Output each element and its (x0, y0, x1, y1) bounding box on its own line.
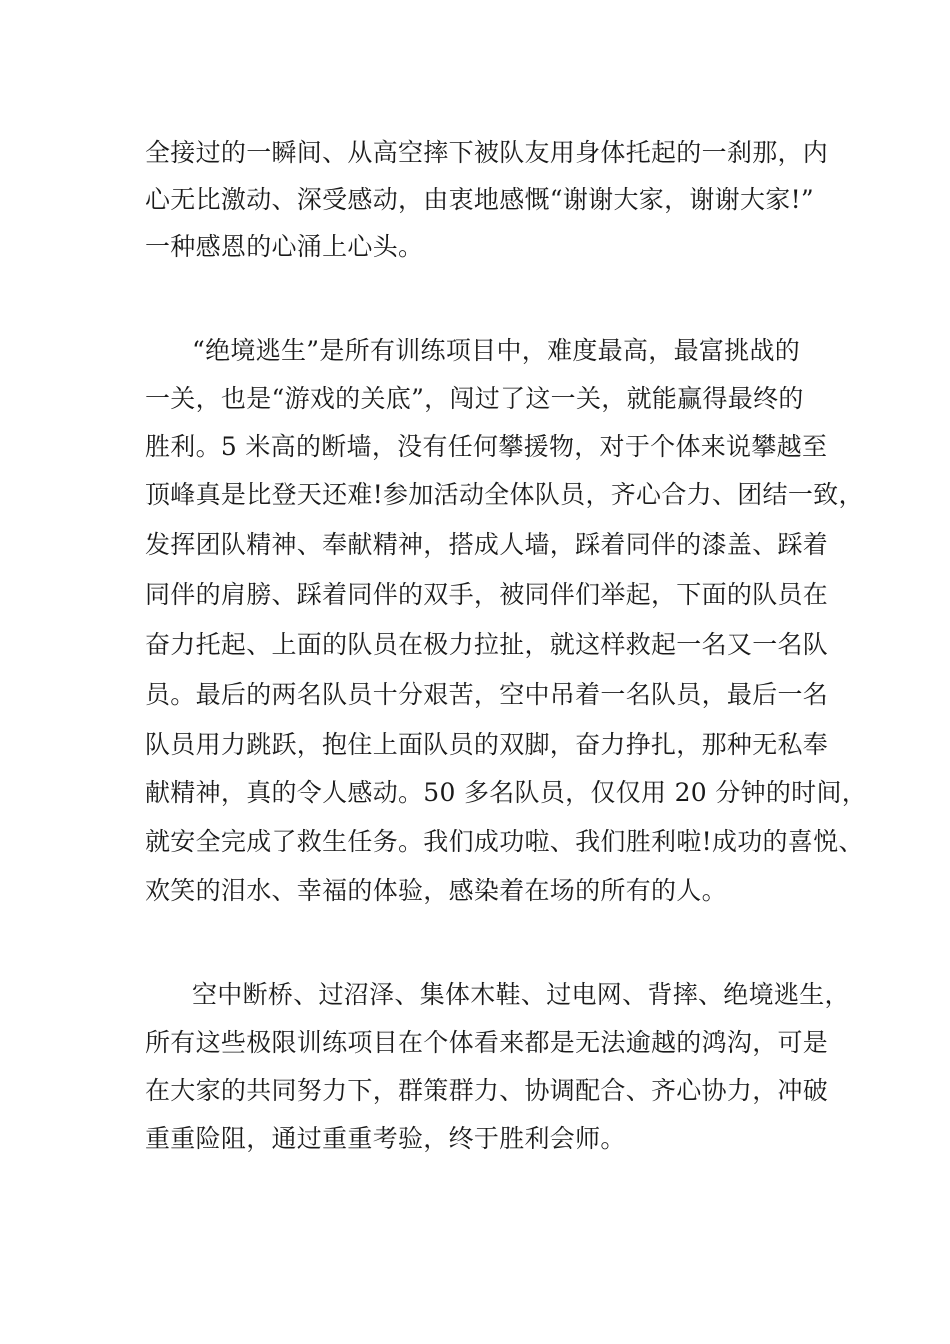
paragraph-3-line-1: 空中断桥、过沼泽、集体木鞋、过电网、背摔、绝境逃生， (192, 980, 850, 1009)
paragraph-3-line-3: 在大家的共同努力下，群策群力、协调配合、齐心协力，冲破 (145, 1076, 829, 1105)
paragraph-1-line-1: 全接过的一瞬间、从高空摔下被队友用身体托起的一刹那，内 (145, 138, 829, 167)
paragraph-2-line-11: 就安全完成了救生任务。我们成功啦、我们胜利啦!成功的喜悦、 (145, 827, 864, 856)
paragraph-1-line-3: 一种感恩的心涌上心头。 (145, 232, 424, 261)
paragraph-2-line-3: 胜利。5 米高的断墙，没有任何攀援物，对于个体来说攀越至 (145, 432, 828, 461)
paragraph-2-line-7: 奋力托起、上面的队员在极力拉扯，就这样救起一名又一名队 (145, 630, 829, 659)
paragraph-2-line-8: 员。最后的两名队员十分艰苦，空中吊着一名队员，最后一名 (145, 680, 829, 709)
paragraph-2-line-9: 队员用力跳跃，抱住上面队员的双脚，奋力挣扎，那种无私奉 (145, 730, 829, 759)
paragraph-2-line-4: 顶峰真是比登天还难!参加活动全体队员，齐心合力、团结一致， (145, 480, 864, 509)
paragraph-3-line-4: 重重险阻，通过重重考验，终于胜利会师。 (145, 1124, 626, 1153)
paragraph-1-line-2: 心无比激动、深受感动，由衷地感慨“谢谢大家，谢谢大家!” (145, 185, 815, 214)
paragraph-2-line-5: 发挥团队精神、奉献精神，搭成人墙，踩着同伴的漆盖、踩着 (145, 530, 829, 559)
paragraph-2-line-2: 一关，也是“游戏的关底”，闯过了这一关，就能赢得最终的 (145, 384, 804, 413)
paragraph-2-line-6: 同伴的肩膀、踩着同伴的双手，被同伴们举起，下面的队员在 (145, 580, 829, 609)
paragraph-3-line-2: 所有这些极限训练项目在个体看来都是无法逾越的鸿沟，可是 (145, 1028, 829, 1057)
paragraph-2-line-1: “绝境逃生”是所有训练项目中，难度最高，最富挑战的 (192, 336, 801, 365)
paragraph-2-line-10: 献精神，真的令人感动。50 多名队员，仅仅用 20 分钟的时间， (145, 778, 868, 807)
paragraph-2-line-12: 欢笑的泪水、幸福的体验，感染着在场的所有的人。 (145, 876, 727, 905)
